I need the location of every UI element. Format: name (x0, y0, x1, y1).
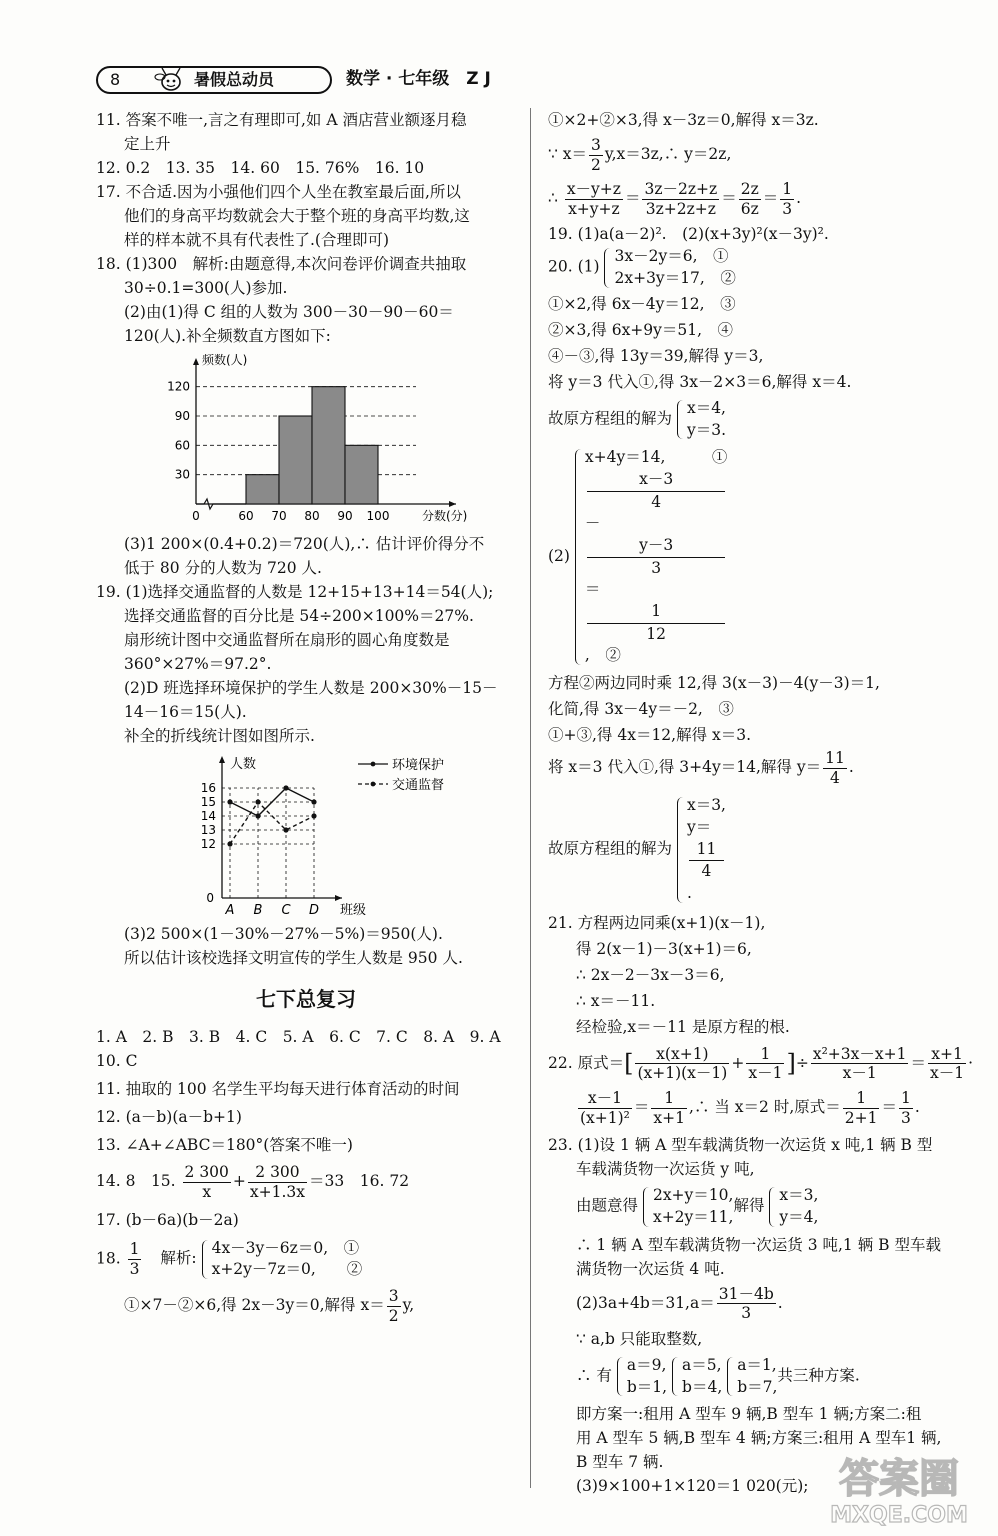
text: , ② (584, 646, 621, 665)
text: － (584, 514, 601, 533)
histogram-bar (246, 475, 279, 504)
step: 即方案一:租用 A 型车 9 辆,B 型车 1 辆;方案二:租 (576, 1405, 922, 1424)
numerator: x－1 (578, 1089, 632, 1109)
numerator: 2z (740, 180, 759, 199)
answer-20-part2 (548, 447, 968, 667)
step: B 型车 7 辆. (576, 1453, 664, 1472)
x-tick-label: C (281, 903, 291, 919)
fraction (565, 180, 623, 218)
equation-system (677, 398, 726, 441)
denominator: 3 (901, 1108, 911, 1127)
data-point (311, 814, 316, 819)
fraction (811, 1045, 909, 1083)
fraction (387, 1287, 401, 1325)
denominator: 6z (740, 199, 759, 218)
denominator: 4 (701, 862, 712, 881)
step: 化简,得 3x－4y＝－2, ③ (548, 700, 734, 719)
text: . (914, 1098, 920, 1117)
legend-marker (371, 762, 376, 767)
equation: b＝7, (737, 1377, 778, 1396)
denominator: x+1 (653, 1108, 686, 1127)
equation: b＝1, (626, 1377, 668, 1396)
answer-19: 19. (1)选择交通监督的人数是 12+15+13+14＝54(人); (96, 583, 494, 602)
plus: + (232, 1172, 246, 1191)
fraction (587, 601, 726, 645)
y-tick-label: 16 (200, 781, 216, 796)
answer-10: 10. C (96, 1052, 138, 1071)
step: ∵ a,b 只能取整数, (576, 1329, 703, 1348)
numerator: x+1 (928, 1045, 966, 1065)
text: 解得 (733, 1196, 765, 1215)
step: ④－③,得 13y＝39,解得 y＝3, (548, 346, 764, 365)
answer-18-part3: (3)1 200×(0.4+0.2)＝720(人),∴ 估计评价得分不 (124, 535, 485, 554)
y-tick-label: 90 (174, 409, 190, 424)
denominator: 4 (651, 492, 662, 511)
x-tick-label: 70 (271, 509, 287, 524)
denominator: x－1 (748, 1064, 783, 1083)
x-tick-label: A (225, 903, 235, 919)
review-answer-18 (96, 1238, 516, 1281)
equation-system (769, 1185, 818, 1228)
fraction (589, 136, 603, 174)
x-tick-label: 60 (238, 509, 254, 524)
text: y, (402, 1296, 415, 1315)
fraction (635, 1045, 729, 1083)
y-axis-label: 人数 (230, 757, 257, 773)
denominator: x (202, 1183, 212, 1201)
text: ,∴ 当 x＝2 时,原式＝ (689, 1098, 841, 1117)
step (548, 749, 968, 787)
fraction (578, 1089, 632, 1127)
fraction (746, 1045, 784, 1083)
data-point (227, 800, 232, 805)
denominator: 2 (591, 155, 601, 174)
fraction (739, 180, 761, 218)
y-axis-label: 频数(人) (202, 353, 248, 368)
numerator: 1 (129, 1240, 140, 1259)
step: ①×2,得 6x－4y＝12, ③ (548, 294, 736, 313)
solution (548, 398, 968, 441)
step (548, 1185, 968, 1228)
review-answer-13: 13. ∠A+∠ABC＝180°(答案不唯一) (96, 1136, 353, 1155)
answer-23: 23. (1)设 1 辆 A 型车载满货物一次运货 x 吨,1 辆 B 型 (548, 1136, 933, 1155)
equation: x+2y－7z＝0, ② (211, 1260, 363, 1279)
equation: a＝1, (737, 1355, 777, 1374)
x-axis-label: 分数(分) (422, 509, 468, 524)
numerator: x－3 (587, 469, 726, 492)
watermark-text: 答案圈 (839, 1456, 959, 1502)
denominator: x－1 (842, 1064, 877, 1083)
numerator: x(x+1) (635, 1045, 729, 1065)
y-tick-label: 30 (174, 467, 190, 482)
histogram-bar (345, 445, 378, 504)
y-axis-arrow (219, 756, 225, 763)
equation: a＝9, (626, 1355, 667, 1374)
denominator: 3 (741, 1304, 752, 1323)
text: · (968, 1053, 974, 1072)
section-title: 七下总复习 (256, 987, 356, 1012)
origin-label: 0 (206, 891, 214, 906)
step: 方程②两边同时乘 12,得 3(x－3)－4(y－3)＝1, (548, 674, 880, 693)
text: y,x＝3z,∴ y＝2z, (604, 145, 732, 164)
right-bracket: ] (786, 1049, 796, 1078)
data-point (283, 786, 288, 791)
step: 得 2(x－1)－3(x+1)＝6, (576, 939, 752, 958)
legend-marker (371, 782, 376, 787)
text: ∵ x＝ (548, 145, 588, 164)
denominator: x－1 (929, 1064, 965, 1083)
equation: b＝4, (682, 1377, 723, 1396)
left-bracket: [ (624, 1049, 634, 1078)
right-column (548, 108, 974, 1498)
text: ＝ (624, 189, 641, 208)
step (548, 136, 968, 174)
text: ∴ 有 (576, 1366, 612, 1385)
text: . (686, 884, 692, 903)
text: + (731, 1053, 745, 1072)
y-tick-label: 14 (200, 809, 216, 824)
text: ∴ (548, 189, 558, 208)
step (548, 1285, 968, 1323)
data-point (255, 814, 260, 819)
text: ＝ (721, 189, 737, 208)
answer-17: 17. 不合适.因为小强他们四个人坐在教室最后面,所以 (96, 183, 461, 202)
text: . (848, 758, 854, 777)
x-tick-label: 80 (304, 509, 320, 524)
numerator: 3 (591, 136, 601, 155)
data-point (255, 800, 260, 805)
text: ＝ (881, 1098, 897, 1117)
equation: y＝4, (779, 1207, 819, 1226)
text: ＝33 16. 72 (309, 1172, 410, 1191)
equation-system (727, 1355, 777, 1398)
fraction (128, 1240, 142, 1278)
equation (585, 469, 728, 667)
step (548, 1089, 968, 1127)
denominator: 2+1 (844, 1108, 878, 1127)
answer-17-cont: 他们的身高平均数就会大于整个班的身高平均数,这 (124, 207, 470, 226)
equation: x＝3, (686, 796, 726, 815)
y-tick-label: 15 (200, 795, 216, 810)
step: (3)9×100+1×120＝1 020(元); (576, 1477, 809, 1496)
step: ②×3,得 6x+9y＝51, ④ (548, 320, 734, 339)
fraction (823, 749, 847, 787)
step: 经检验,x＝－11 是原方程的根. (576, 1017, 790, 1036)
fraction (642, 180, 719, 218)
answer-18-part3-cont: 低于 80 分的人数为 720 人. (124, 559, 322, 578)
equation-system (604, 246, 735, 289)
y-tick-label: 120 (167, 379, 190, 394)
y-tick-label: 60 (174, 438, 190, 453)
text: . (796, 189, 802, 208)
denominator: 3 (129, 1259, 140, 1278)
equation-system (677, 795, 726, 904)
answer-19-part3: (3)2 500×(1－30%－27%－5%)＝950(人). (124, 925, 443, 944)
answers-12-16: 12. 0.2 13. 35 14. 60 15. 76% 16. 10 (96, 159, 425, 178)
step: ①×2+②×3,得 x－3z＝0,解得 x＝3z. (548, 111, 819, 129)
review-answer-18-step (96, 1287, 516, 1325)
equation: 3x－2y＝6, ① (614, 247, 729, 266)
line-chart (192, 752, 532, 922)
numerator: 1 (901, 1089, 911, 1108)
equation-system (643, 1185, 734, 1228)
denominator: x+1.3x (249, 1183, 306, 1201)
answer-18-part2: (2)由(1)得 C 组的人数为 300－30－90－60＝ (124, 303, 454, 322)
equation: x＝3, (779, 1186, 819, 1205)
watermark-logo (814, 1444, 984, 1528)
numerator: 2 300 (184, 1163, 229, 1182)
fraction (928, 1045, 966, 1083)
answer-18-part2-cont: 120(人).补全频数直方图如下: (124, 327, 331, 346)
x-axis-arrow (335, 895, 342, 901)
equation: 2x+y＝10, (652, 1186, 734, 1205)
step: ∴ 1 辆 A 型车载满货物一次运货 3 吨,1 辆 B 型车载 (576, 1235, 941, 1254)
numerator: x－y+z (566, 180, 621, 199)
fraction (689, 839, 724, 883)
answer-19-line2: 选择交通监督的百分比是 54÷200×100%＝27%. (124, 607, 474, 626)
histogram-bar (279, 416, 312, 504)
text: 18. (96, 1249, 121, 1268)
watermark-url: MXQE.COM (830, 1503, 968, 1528)
text: ÷ (795, 1053, 809, 1072)
text: ＝ (584, 580, 601, 599)
equation: x+4y＝14, ① (584, 448, 728, 467)
data-point (283, 828, 288, 833)
text: 共三种方案. (777, 1366, 860, 1385)
text: (2) (548, 547, 570, 566)
x-axis-label: 班级 (340, 903, 367, 919)
equation-system (617, 1355, 667, 1398)
text: 故原方程组的解为 (548, 409, 673, 428)
numerator: 1 (746, 1045, 784, 1065)
step: ①+③,得 4x＝12,解得 x＝3. (548, 726, 752, 745)
text: 20. (1) (548, 258, 600, 277)
step: 用 A 型车 5 辆,B 型车 4 辆;方案三:租用 A 型车1 辆, (576, 1429, 942, 1448)
fraction (248, 1163, 307, 1201)
text: 由题意得 (576, 1196, 639, 1215)
answer-22 (548, 1044, 974, 1083)
text: 将 x＝3 代入①,得 3+4y＝14,解得 y＝ (548, 758, 822, 777)
text: 解析: (160, 1249, 197, 1268)
answer-17-cont2: 样的样本就不具有代表性了.(合理即可) (124, 231, 390, 250)
numerator: 11 (689, 839, 724, 862)
text: ＝ (633, 1098, 650, 1117)
numerator: x²+3x－x+1 (812, 1044, 907, 1063)
denominator: 3 (782, 199, 793, 218)
numerator: 1 (843, 1089, 880, 1109)
numerator: 2 300 (248, 1163, 307, 1183)
answer-19-part2: (2)D 班选择环境保护的学生人数是 200×30%－15－ (124, 679, 498, 698)
equation: x+2y＝11, (652, 1207, 734, 1226)
equation-system (575, 447, 728, 667)
answer-19-line3: 扇形统计图中交通监督所在扇形的圆心角度数是 (124, 631, 450, 650)
denominator: 2 (388, 1306, 399, 1325)
numerator: 11 (825, 749, 845, 768)
denominator: (x+1)² (580, 1108, 630, 1127)
histogram-bar (312, 387, 345, 504)
brand-title: 暑假总动员 (194, 70, 275, 89)
fraction (651, 1089, 687, 1127)
frequency-histogram (156, 352, 536, 532)
x-tick-label: 90 (337, 509, 353, 524)
answer-19: 19. (1)a(a－2)². (2)(x+3y)²(x－3y)². (548, 225, 829, 244)
y-tick-label: 13 (200, 823, 216, 838)
y-axis-arrow (193, 358, 199, 365)
denominator: 4 (830, 768, 840, 787)
review-answer-17: 17. (b－6a)(b－2a) (96, 1210, 239, 1229)
equation: x＝4, (686, 398, 726, 417)
denominator: 3 (651, 558, 662, 577)
step (548, 180, 968, 218)
denominator: 3z+2z+z (645, 199, 716, 218)
answer-23-cont: 车载满货物一次运货 y 吨, (576, 1160, 755, 1179)
step: 满货物一次运货 4 吨. (576, 1259, 725, 1278)
numerator: 1 (782, 180, 793, 199)
review-answer-11: 11. 抽取的 100 名学生平均每天进行体育活动的时间 (96, 1080, 460, 1099)
numerator: 3 (388, 1286, 399, 1305)
x-tick-label: 100 (366, 509, 390, 524)
step: ∴ x＝－11. (576, 991, 656, 1010)
data-point (311, 800, 316, 805)
subject-title: 数学 · 七年级 Z J (346, 69, 491, 89)
text: (2)3a+4b＝31,a＝ (576, 1293, 715, 1312)
step: 将 y＝3 代入①,得 3x－2×3＝6,解得 x＝4. (548, 372, 852, 391)
step (548, 1355, 968, 1398)
fraction (899, 1089, 913, 1127)
answer-19-part2-cont: 14－16＝15(人). (124, 703, 247, 722)
answer-19-part3-cont: 所以估计该校选择文明宣传的学生人数是 950 人. (124, 949, 463, 968)
equation: a＝5, (682, 1355, 722, 1374)
x-tick-label: B (253, 903, 263, 919)
answer-11-cont: 定上升 (124, 135, 171, 154)
review-answers-14-16 (96, 1163, 516, 1201)
equation-system (672, 1355, 722, 1398)
equation: y＝3. (686, 420, 726, 439)
answers-1-9: 1. A 2. B 3. B 4. C 5. A 6. C 7. C 8. A 9. A (96, 1028, 501, 1047)
solution (548, 795, 968, 904)
header-pill (96, 66, 332, 94)
equation: 4x－3y－6z＝0, ① (211, 1238, 360, 1257)
page-header (96, 62, 536, 96)
fraction (587, 469, 726, 513)
fraction (717, 1285, 776, 1323)
numerator: 1 (651, 1089, 687, 1109)
answer-19-line4: 360°×27%＝97.2°. (124, 655, 272, 674)
x-tick-label: 0 (192, 509, 200, 524)
fraction (780, 180, 794, 218)
numerator: 3z－2z+z (644, 180, 718, 199)
denominator: x+y+z (568, 199, 620, 218)
text: 22. 原式＝ (548, 1053, 625, 1072)
text: y＝ (686, 818, 712, 837)
text: . (777, 1293, 783, 1312)
fraction (587, 535, 726, 579)
x-tick-label: D (308, 903, 320, 919)
x-axis-arrow (449, 501, 456, 507)
review-answer-12: 12. (a－b)(a－b+1) (96, 1108, 242, 1127)
y-tick-label: 12 (200, 837, 216, 852)
answer-19-part2-note: 补全的折线统计图如图所示. (124, 727, 315, 746)
numerator: 1 (587, 601, 726, 624)
fraction (183, 1163, 231, 1201)
page-number: 8 (110, 70, 121, 89)
legend-label: 交通监督 (392, 778, 445, 794)
step: ∴ 2x－2－3x－3＝6, (576, 965, 725, 984)
answer-11: 11. 答案不唯一,言之有理即可,如 A 酒店营业额逐月稳 (96, 111, 467, 129)
numerator: y－3 (587, 535, 726, 558)
denominator: 12 (646, 624, 667, 643)
denominator: (x+1)(x－1) (637, 1064, 728, 1083)
answer-21: 21. 方程两边同乘(x+1)(x－1), (548, 913, 766, 932)
text: 故原方程组的解为 (548, 840, 673, 859)
answer-18: 18. (1)300 解析:由题意得,本次问卷评价调查共抽取 (96, 255, 467, 274)
text: ＝ (762, 189, 779, 208)
legend-label: 环境保护 (392, 758, 445, 774)
answer-20 (548, 246, 968, 289)
bee-mascot-icon (154, 66, 188, 94)
fraction (843, 1089, 880, 1127)
equation: 2x+3y＝17, ② (614, 269, 736, 288)
left-column (96, 108, 516, 1325)
axis-break (196, 499, 246, 509)
text: 14. 8 15. (96, 1172, 176, 1191)
equation-system (202, 1238, 363, 1281)
numerator: 31－4b (718, 1284, 774, 1303)
answer-18-cont: 30÷0.1=300(人)参加. (124, 279, 288, 298)
text: ①×7－②×6,得 2x－3y＝0,解得 x＝ (124, 1296, 385, 1315)
data-point (227, 842, 232, 847)
text: ＝ (910, 1053, 926, 1072)
equation (687, 817, 726, 905)
